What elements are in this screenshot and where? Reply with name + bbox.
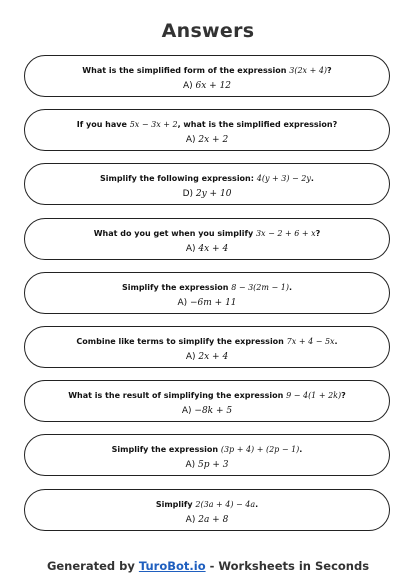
answer-math: 4x + 4: [198, 244, 229, 254]
footer: [0, 559, 416, 573]
answer-card-2: [24, 109, 390, 151]
question-math: 5x − 3x + 2: [129, 120, 178, 129]
answer-text: A) 2x + 2: [185, 135, 229, 145]
answer-card-5: [24, 272, 390, 314]
answer-card-4: [24, 218, 390, 260]
answer-text: A) −6m + 11: [177, 298, 237, 308]
answer-text: A) −8k + 5: [181, 406, 233, 416]
question-math: 8 − 3(2m − 1): [231, 283, 289, 292]
question-text: What do you get when you simplify 3x − 2 + 6 + x?: [93, 229, 321, 238]
question-math: (3p + 4) + (2p − 1): [220, 445, 300, 454]
question-text: What is the simplified form of the expression 3(2x + 4)?: [82, 66, 332, 75]
answer-card-3: [24, 163, 390, 205]
answer-card-7: [24, 380, 390, 422]
question-text: Combine like terms to simplify the expression 7x + 4 − 5x.: [76, 337, 338, 346]
answer-math: 2y + 10: [195, 189, 232, 199]
question-math: 3(2x + 4): [289, 66, 328, 75]
answer-math: 6x + 12: [195, 81, 232, 91]
question-text: What is the result of simplifying the expression 9 − 4(1 + 2k)?: [68, 391, 346, 400]
page-title: Answers: [161, 20, 255, 42]
turobot-link[interactable]: TuroBot.io: [138, 559, 206, 573]
footer-suffix: - Worksheets in Seconds: [209, 559, 370, 573]
answer-math: 2x + 4: [198, 352, 229, 362]
answer-text: A) 2a + 8: [185, 515, 229, 525]
answer-math: 5p + 3: [198, 460, 229, 470]
question-math: 9 − 4(1 + 2k): [286, 391, 342, 400]
question-math: 3x − 2 + 6 + x: [255, 229, 316, 238]
question-math: 4(y + 3) − 2y: [256, 174, 311, 183]
answer-card-8: [24, 434, 390, 476]
answer-text: D) 2y + 10: [182, 189, 232, 199]
question-math: 2(3a + 4) − 4a: [195, 500, 256, 509]
question-text: Simplify the following expression: 4(y + 3) − 2y.: [100, 174, 314, 183]
footer-prefix: Generated by: [46, 559, 135, 573]
answer-text: A) 2x + 4: [185, 352, 229, 362]
question-text: Simplify 2(3a + 4) − 4a.: [155, 500, 259, 509]
answer-text: A) 5p + 3: [185, 460, 229, 470]
answer-math: 2x + 2: [198, 135, 229, 145]
question-text: If you have 5x − 3x + 2, what is the simplified expression?: [76, 120, 338, 129]
answer-text: A) 6x + 12: [182, 81, 232, 91]
question-text: Simplify the expression (3p + 4) + (2p − 1).: [111, 445, 303, 454]
answer-math: −8k + 5: [194, 406, 233, 416]
answer-text: A) 4x + 4: [185, 244, 229, 254]
answer-card-6: [24, 326, 390, 368]
answer-card-9: [24, 489, 390, 531]
question-text: Simplify the expression 8 − 3(2m − 1).: [121, 283, 292, 292]
answer-card-1: [24, 55, 390, 97]
question-math: 7x + 4 − 5x: [286, 337, 335, 346]
answer-math: −6m + 11: [190, 298, 237, 308]
answer-math: 2a + 8: [198, 515, 229, 525]
